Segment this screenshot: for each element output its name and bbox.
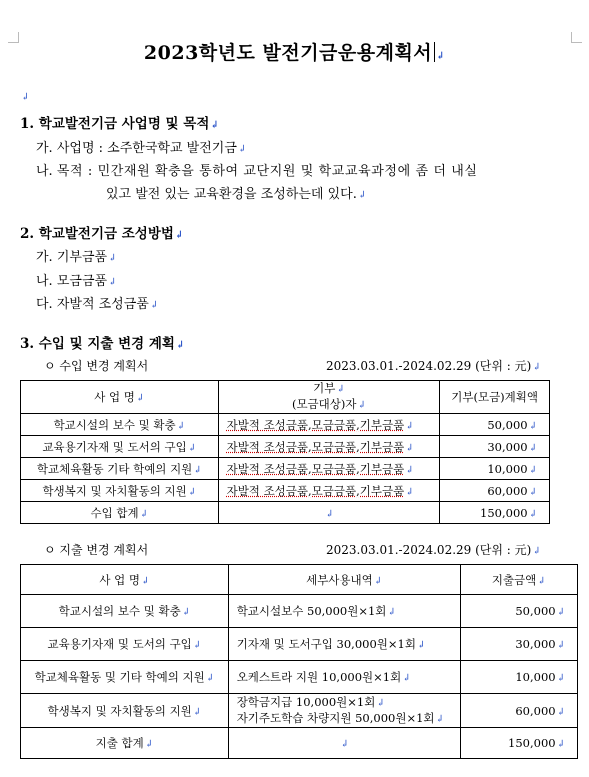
- table-row: [21, 661, 578, 694]
- project-name-cell: 학교시설의 보수 및 확충↲: [21, 595, 229, 628]
- header-cell: 세부사용내역↲: [228, 565, 460, 595]
- source-cell: 자발적 조성금품,모금금품,기부금품↲: [218, 414, 440, 436]
- expense-plan-label: ㅇ 지출 변경 계획서: [44, 543, 149, 557]
- income-plan-label: ㅇ 수입 변경 계획서: [44, 359, 149, 373]
- section2-item: 가. 기부금품↲: [36, 250, 117, 265]
- table-row: [21, 480, 550, 502]
- project-name-cell: 학생복지 및 자치활동의 지원↲: [21, 694, 229, 728]
- header-cell: 기부↲ (모금대상)자↲: [218, 381, 440, 414]
- source-cell: 자발적 조성금품,모금금품,기부금품↲: [218, 436, 440, 458]
- table-header-row: [21, 565, 578, 595]
- document-title: 2023학년도 발전기금운용계획서 ↲: [143, 42, 446, 64]
- project-name-cell: 교육용기자재 및 도서의 구입↲: [21, 628, 229, 661]
- total-label-cell: 지출 합계↲: [21, 728, 229, 759]
- detail-cell: 학교시설보수 50,000원×1회↲: [228, 595, 460, 628]
- expense-table: [20, 564, 578, 759]
- source-cell: 자발적 조성금품,모금금품,기부금품↲: [218, 480, 440, 502]
- section1-item-b-line1: 목적 : 민간재원 확충을 통하여 교단지원 및 학교교육과정에 좀 더 내실: [56, 164, 478, 179]
- income-table: [20, 380, 550, 524]
- section2-item: 나. 모금금품↲: [36, 274, 117, 289]
- amount-cell: 60,000↲: [440, 480, 550, 502]
- income-plan-period: 2023.03.01.-2024.02.29 (단위 : 元)↲: [326, 359, 541, 373]
- table-row: [21, 595, 578, 628]
- section2-heading: 2. 학교발전기금 조성방법↲: [20, 226, 184, 242]
- total-row: [21, 728, 578, 759]
- project-name-cell: 학교시설의 보수 및 확충↲: [21, 414, 219, 436]
- table-header-row: [21, 381, 550, 414]
- header-cell: 사 업 명↲: [21, 565, 229, 595]
- amount-cell: 50,000↲: [440, 414, 550, 436]
- total-amount-cell: 150,000↲: [460, 728, 577, 759]
- amount-cell: 10,000↲: [440, 458, 550, 480]
- header-cell: 사 업 명↲: [21, 381, 219, 414]
- amount-cell: 30,000↲: [460, 628, 577, 661]
- section1-item-a: 가. 사업명 : 소주한국학교 발전기금↲: [36, 141, 247, 156]
- detail-cell: 기자재 및 도서구입 30,000원×1회↲: [228, 628, 460, 661]
- table-row: [21, 458, 550, 480]
- project-name-cell: 학교체육활동 기타 학예의 지원↲: [21, 458, 219, 480]
- detail-cell: 장학금지급 10,000원×1회↲ 자기주도학습 차량지원 50,000원×1회↲: [228, 694, 460, 728]
- total-row: [21, 502, 550, 524]
- empty-cell: ↲: [228, 728, 460, 759]
- project-name-cell: 학생복지 및 자치활동의 지원↲: [21, 480, 219, 502]
- amount-cell: 10,000↲: [460, 661, 577, 694]
- detail-cell: 오케스트라 지원 10,000원×1회↲: [228, 661, 460, 694]
- section1-item-b-line2: 있고 발전 있는 교육환경을 조성하는데 있다.↲: [106, 187, 367, 202]
- table-row: [21, 628, 578, 661]
- total-amount-cell: 150,000↲: [440, 502, 550, 524]
- header-cell: 기부(모금)계획액: [440, 381, 550, 414]
- empty-paragraph-mark: ↲: [21, 92, 30, 103]
- project-name-cell: 학교체육활동 및 기타 학예의 지원↲: [21, 661, 229, 694]
- section1-item-b: 나. 목적 : 민간재원 확충을 통하여 교단지원 및 학교교육과정에 좀 더 내실: [36, 164, 478, 179]
- table-row: [21, 436, 550, 458]
- amount-cell: 30,000↲: [440, 436, 550, 458]
- table-row: [21, 414, 550, 436]
- section3-heading: 3. 수입 및 지출 변경 계획↲: [20, 336, 185, 352]
- table-row: [21, 694, 578, 728]
- expense-plan-period: 2023.03.01.-2024.02.29 (단위 : 元)↲: [326, 543, 541, 557]
- total-label-cell: 수입 합계↲: [21, 502, 219, 524]
- section2-item: 다. 자발적 조성금품↲: [36, 297, 159, 312]
- header-cell: 지출금액↲: [460, 565, 577, 595]
- section1-heading: 1. 학교발전기금 사업명 및 목적↲: [20, 116, 219, 132]
- source-cell: 자발적 조성금품,모금금품,기부금품↲: [218, 458, 440, 480]
- project-name-cell: 교육용기자재 및 도서의 구입↲: [21, 436, 219, 458]
- amount-cell: 50,000↲: [460, 595, 577, 628]
- amount-cell: 60,000↲: [460, 694, 577, 728]
- empty-cell: ↲: [218, 502, 440, 524]
